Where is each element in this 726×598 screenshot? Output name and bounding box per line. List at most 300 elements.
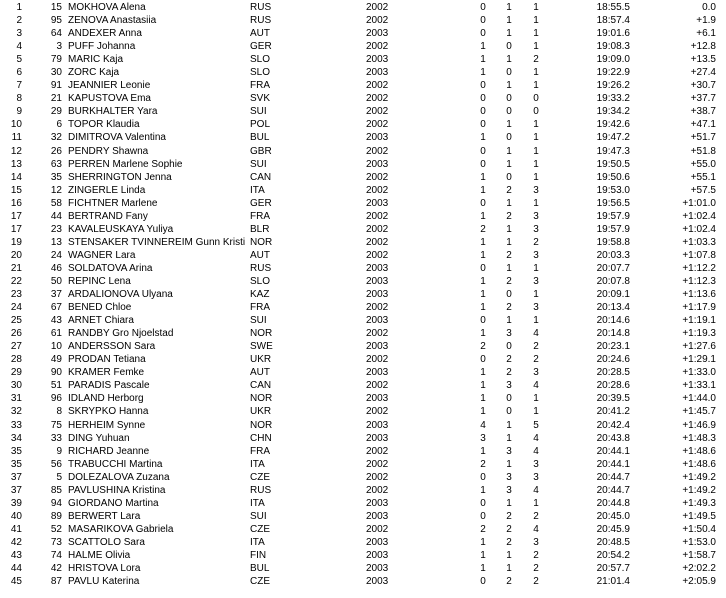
birth-year-cell: 2003: [366, 67, 389, 79]
nation-cell: SWE: [250, 341, 273, 353]
result-time-cell: 19:01.6: [596, 28, 630, 40]
athlete-name-cell: KAVALEUSKAYA Yuliya: [68, 223, 174, 235]
penalty-prone-cell: 1: [480, 406, 486, 418]
penalty-prone-cell: 3: [480, 432, 486, 444]
time-behind-cell: +12.8: [690, 41, 716, 53]
rank-cell: 28: [10, 354, 22, 366]
table-row: [0, 497, 726, 510]
rank-cell: 1: [16, 2, 22, 13]
penalty-prone-cell: 0: [480, 80, 486, 92]
table-row: [0, 549, 726, 562]
nation-cell: CAN: [250, 171, 272, 183]
table-row: [0, 1, 726, 14]
result-time-cell: 20:44.8: [596, 497, 630, 509]
result-time-cell: 20:44.7: [596, 484, 630, 496]
penalty-total-cell: 3: [533, 275, 539, 287]
table-row: [0, 210, 726, 223]
athlete-name-cell: HRISTOVA Lora: [68, 563, 141, 575]
table-row: [0, 536, 726, 549]
penalty-total-cell: 1: [533, 262, 539, 274]
penalty-total-cell: 4: [533, 432, 539, 444]
rank-cell: 12: [10, 145, 22, 157]
penalty-prone-cell: 1: [480, 41, 486, 53]
penalty-standing-cell: 3: [506, 328, 512, 340]
result-time-cell: 20:39.5: [596, 393, 630, 405]
penalty-prone-cell: 1: [480, 289, 486, 301]
time-behind-cell: +1:33.1: [682, 380, 716, 392]
nation-cell: SUI: [250, 106, 267, 118]
table-row: [0, 223, 726, 236]
time-behind-cell: +1:49.2: [682, 484, 716, 496]
nation-cell: CZE: [250, 523, 270, 535]
penalty-total-cell: 1: [533, 2, 539, 13]
time-behind-cell: +1:44.0: [682, 393, 716, 405]
penalty-total-cell: 1: [533, 393, 539, 405]
rank-cell: 10: [10, 119, 22, 131]
penalty-total-cell: 2: [533, 236, 539, 248]
result-time-cell: 20:41.2: [596, 406, 630, 418]
table-row: [0, 314, 726, 327]
birth-year-cell: 2003: [366, 549, 389, 561]
time-behind-cell: +51.7: [690, 132, 716, 144]
birth-year-cell: 2003: [366, 576, 389, 588]
results-table: [0, 1, 726, 588]
bib-cell: 10: [50, 341, 62, 353]
penalty-prone-cell: 1: [480, 393, 486, 405]
birth-year-cell: 2002: [366, 380, 389, 392]
nation-cell: NOR: [250, 328, 273, 340]
time-behind-cell: +1:17.9: [682, 302, 716, 314]
athlete-name-cell: SHERRINGTON Jenna: [68, 171, 172, 183]
rank-cell: 25: [10, 315, 22, 327]
rank-cell: 13: [10, 158, 22, 170]
athlete-name-cell: BENED Chloe: [68, 302, 132, 314]
bib-cell: 8: [56, 406, 62, 418]
result-time-cell: 20:23.1: [596, 341, 630, 353]
penalty-total-cell: 1: [533, 197, 539, 209]
result-time-cell: 20:57.7: [596, 563, 630, 575]
result-time-cell: 19:08.3: [596, 41, 630, 53]
birth-year-cell: 2002: [366, 445, 389, 457]
penalty-total-cell: 1: [533, 67, 539, 79]
result-time-cell: 20:43.8: [596, 432, 630, 444]
bib-cell: 90: [50, 367, 62, 379]
nation-cell: ITA: [250, 536, 265, 548]
birth-year-cell: 2002: [366, 354, 389, 366]
penalty-total-cell: 1: [533, 28, 539, 40]
rank-cell: 5: [16, 54, 22, 66]
table-row: [0, 92, 726, 105]
penalty-prone-cell: 1: [480, 367, 486, 379]
penalty-prone-cell: 1: [480, 236, 486, 248]
penalty-standing-cell: 1: [506, 262, 512, 274]
nation-cell: RUS: [250, 2, 272, 13]
nation-cell: RUS: [250, 262, 272, 274]
rank-cell: 22: [10, 275, 22, 287]
penalty-total-cell: 1: [533, 289, 539, 301]
penalty-prone-cell: 0: [480, 93, 486, 105]
table-row: [0, 353, 726, 366]
penalty-total-cell: 1: [533, 119, 539, 131]
penalty-prone-cell: 0: [480, 119, 486, 131]
table-row: [0, 53, 726, 66]
time-behind-cell: +1:33.0: [682, 367, 716, 379]
nation-cell: CAN: [250, 380, 272, 392]
bib-cell: 96: [50, 393, 62, 405]
bib-cell: 12: [50, 184, 62, 196]
penalty-prone-cell: 0: [480, 106, 486, 118]
table-row: [0, 301, 726, 314]
penalty-standing-cell: 0: [506, 132, 512, 144]
nation-cell: NOR: [250, 236, 273, 248]
result-time-cell: 20:44.7: [596, 471, 630, 483]
athlete-name-cell: HALME Olivia: [68, 549, 131, 561]
athlete-name-cell: ZINGERLE Linda: [68, 184, 146, 196]
penalty-standing-cell: 2: [506, 510, 512, 522]
penalty-prone-cell: 4: [480, 419, 486, 431]
time-behind-cell: +37.7: [690, 93, 716, 105]
time-behind-cell: +1:12.3: [682, 275, 716, 287]
nation-cell: SLO: [250, 275, 271, 287]
bib-cell: 56: [50, 458, 62, 470]
athlete-name-cell: PARADIS Pascale: [68, 380, 150, 392]
table-row: [0, 145, 726, 158]
penalty-total-cell: 2: [533, 549, 539, 561]
bib-cell: 30: [50, 67, 62, 79]
penalty-total-cell: 4: [533, 484, 539, 496]
nation-cell: NOR: [250, 393, 273, 405]
rank-cell: 15: [10, 184, 22, 196]
penalty-standing-cell: 2: [506, 210, 512, 222]
bib-cell: 85: [50, 484, 62, 496]
rank-cell: 35: [10, 458, 22, 470]
penalty-total-cell: 3: [533, 210, 539, 222]
table-row: [0, 510, 726, 523]
table-row: [0, 523, 726, 536]
penalty-prone-cell: 0: [480, 262, 486, 274]
birth-year-cell: 2002: [366, 80, 389, 92]
penalty-total-cell: 3: [533, 302, 539, 314]
nation-cell: UKR: [250, 406, 272, 418]
time-behind-cell: +1:49.5: [682, 510, 716, 522]
penalty-standing-cell: 0: [506, 106, 512, 118]
result-time-cell: 20:54.2: [596, 549, 630, 561]
athlete-name-cell: PRODAN Tetiana: [68, 354, 146, 366]
result-time-cell: 19:22.9: [596, 67, 630, 79]
time-behind-cell: +1:49.3: [682, 497, 716, 509]
penalty-prone-cell: 1: [480, 445, 486, 457]
penalty-standing-cell: 2: [506, 184, 512, 196]
time-behind-cell: +1:13.6: [682, 289, 716, 301]
result-time-cell: 20:13.4: [596, 302, 630, 314]
nation-cell: BLR: [250, 223, 270, 235]
birth-year-cell: 2003: [366, 510, 389, 522]
nation-cell: FRA: [250, 302, 270, 314]
penalty-prone-cell: 0: [480, 158, 486, 170]
athlete-name-cell: TOPOR Klaudia: [68, 119, 140, 131]
penalty-standing-cell: 2: [506, 354, 512, 366]
athlete-name-cell: PENDRY Shawna: [68, 145, 149, 157]
bib-cell: 37: [50, 289, 62, 301]
rank-cell: 17: [10, 223, 22, 235]
bib-cell: 61: [50, 328, 62, 340]
athlete-name-cell: SKRYPKO Hanna: [68, 406, 149, 418]
bib-cell: 13: [50, 236, 62, 248]
penalty-total-cell: 0: [533, 93, 539, 105]
birth-year-cell: 2002: [366, 406, 389, 418]
penalty-prone-cell: 1: [480, 563, 486, 575]
penalty-prone-cell: 0: [480, 2, 486, 13]
athlete-name-cell: MARIC Kaja: [68, 54, 124, 66]
penalty-total-cell: 2: [533, 354, 539, 366]
rank-cell: 9: [16, 106, 22, 118]
bib-cell: 91: [50, 80, 62, 92]
penalty-total-cell: 1: [533, 15, 539, 27]
result-time-cell: 19:57.9: [596, 223, 630, 235]
table-row: [0, 458, 726, 471]
nation-cell: BUL: [250, 132, 270, 144]
nation-cell: FRA: [250, 445, 270, 457]
penalty-standing-cell: 1: [506, 54, 512, 66]
time-behind-cell: +1:46.9: [682, 419, 716, 431]
penalty-standing-cell: 2: [506, 302, 512, 314]
result-time-cell: 18:55.5: [596, 2, 630, 13]
penalty-total-cell: 4: [533, 445, 539, 457]
nation-cell: ITA: [250, 458, 265, 470]
athlete-name-cell: BERTRAND Fany: [68, 210, 148, 222]
time-behind-cell: +1:45.7: [682, 406, 716, 418]
rank-cell: 16: [10, 197, 22, 209]
time-behind-cell: +2:05.9: [682, 576, 716, 588]
rank-cell: 17: [10, 210, 22, 222]
bib-cell: 15: [50, 2, 62, 13]
penalty-standing-cell: 2: [506, 576, 512, 588]
birth-year-cell: 2003: [366, 497, 389, 509]
table-row: [0, 327, 726, 340]
athlete-name-cell: PUFF Johanna: [68, 41, 136, 53]
penalty-total-cell: 1: [533, 315, 539, 327]
nation-cell: SUI: [250, 510, 267, 522]
bib-cell: 26: [50, 145, 62, 157]
penalty-prone-cell: 1: [480, 536, 486, 548]
rank-cell: 40: [10, 510, 22, 522]
penalty-standing-cell: 0: [506, 406, 512, 418]
penalty-prone-cell: 2: [480, 341, 486, 353]
penalty-standing-cell: 0: [506, 67, 512, 79]
penalty-standing-cell: 1: [506, 28, 512, 40]
athlete-name-cell: RANDBY Gro Njoelstad: [68, 328, 174, 340]
time-behind-cell: +6.1: [696, 28, 716, 40]
birth-year-cell: 2002: [366, 106, 389, 118]
penalty-prone-cell: 0: [480, 15, 486, 27]
bib-cell: 24: [50, 249, 62, 261]
table-row: [0, 184, 726, 197]
rank-cell: 44: [10, 563, 22, 575]
table-row: [0, 575, 726, 588]
table-row: [0, 105, 726, 118]
penalty-standing-cell: 1: [506, 197, 512, 209]
time-behind-cell: +51.8: [690, 145, 716, 157]
penalty-prone-cell: 1: [480, 275, 486, 287]
table-row: [0, 27, 726, 40]
penalty-total-cell: 1: [533, 171, 539, 183]
athlete-name-cell: ANDERSSON Sara: [68, 341, 156, 353]
penalty-total-cell: 3: [533, 367, 539, 379]
nation-cell: FRA: [250, 80, 270, 92]
birth-year-cell: 2003: [366, 54, 389, 66]
bib-cell: 21: [50, 93, 62, 105]
penalty-total-cell: 4: [533, 380, 539, 392]
athlete-name-cell: DING Yuhuan: [68, 432, 130, 444]
bib-cell: 33: [50, 432, 62, 444]
penalty-standing-cell: 2: [506, 536, 512, 548]
penalty-prone-cell: 0: [480, 145, 486, 157]
result-time-cell: 19:53.0: [596, 184, 630, 196]
nation-cell: AUT: [250, 28, 270, 40]
penalty-prone-cell: 1: [480, 484, 486, 496]
time-behind-cell: +1:07.8: [682, 249, 716, 261]
nation-cell: ITA: [250, 497, 265, 509]
birth-year-cell: 2002: [366, 41, 389, 53]
birth-year-cell: 2002: [366, 210, 389, 222]
penalty-standing-cell: 1: [506, 145, 512, 157]
bib-cell: 58: [50, 197, 62, 209]
nation-cell: CZE: [250, 471, 270, 483]
table-row: [0, 197, 726, 210]
time-behind-cell: +1:53.0: [682, 536, 716, 548]
bib-cell: 6: [56, 119, 62, 131]
nation-cell: ITA: [250, 184, 265, 196]
nation-cell: CZE: [250, 576, 270, 588]
penalty-prone-cell: 0: [480, 28, 486, 40]
rank-cell: 32: [10, 406, 22, 418]
penalty-prone-cell: 1: [480, 67, 486, 79]
rank-cell: 37: [10, 484, 22, 496]
penalty-standing-cell: 3: [506, 445, 512, 457]
penalty-total-cell: 3: [533, 184, 539, 196]
bib-cell: 94: [50, 497, 62, 509]
birth-year-cell: 2003: [366, 563, 389, 575]
penalty-prone-cell: 1: [480, 54, 486, 66]
penalty-prone-cell: 0: [480, 315, 486, 327]
bib-cell: 64: [50, 28, 62, 40]
result-time-cell: 19:58.8: [596, 236, 630, 248]
time-behind-cell: +1:49.2: [682, 471, 716, 483]
penalty-standing-cell: 1: [506, 15, 512, 27]
table-row: [0, 40, 726, 53]
penalty-prone-cell: 0: [480, 510, 486, 522]
penalty-standing-cell: 1: [506, 563, 512, 575]
birth-year-cell: 2003: [366, 432, 389, 444]
nation-cell: AUT: [250, 367, 270, 379]
penalty-total-cell: 4: [533, 328, 539, 340]
nation-cell: NOR: [250, 419, 273, 431]
table-row: [0, 79, 726, 92]
table-row: [0, 432, 726, 445]
penalty-total-cell: 2: [533, 510, 539, 522]
birth-year-cell: 2003: [366, 197, 389, 209]
penalty-total-cell: 1: [533, 145, 539, 157]
penalty-standing-cell: 0: [506, 393, 512, 405]
rank-cell: 20: [10, 249, 22, 261]
rank-cell: 29: [10, 367, 22, 379]
nation-cell: UKR: [250, 354, 272, 366]
birth-year-cell: 2002: [366, 171, 389, 183]
result-time-cell: 20:24.6: [596, 354, 630, 366]
rank-cell: 11: [11, 132, 22, 144]
penalty-standing-cell: 1: [506, 80, 512, 92]
athlete-name-cell: MOKHOVA Alena: [68, 2, 146, 13]
bib-cell: 42: [50, 563, 62, 575]
penalty-standing-cell: 2: [506, 275, 512, 287]
bib-cell: 63: [50, 158, 62, 170]
athlete-name-cell: KRAMER Femke: [68, 367, 145, 379]
penalty-standing-cell: 1: [506, 458, 512, 470]
penalty-standing-cell: 2: [506, 367, 512, 379]
nation-cell: POL: [250, 119, 271, 131]
result-time-cell: 19:50.6: [596, 171, 630, 183]
nation-cell: BUL: [250, 563, 270, 575]
penalty-standing-cell: 0: [506, 341, 512, 353]
table-row: [0, 131, 726, 144]
athlete-name-cell: KAPUSTOVA Ema: [68, 93, 151, 105]
penalty-prone-cell: 1: [480, 132, 486, 144]
time-behind-cell: +1:58.7: [682, 549, 716, 561]
table-row: [0, 158, 726, 171]
athlete-name-cell: PAVLU Katerina: [68, 576, 140, 588]
penalty-total-cell: 3: [533, 458, 539, 470]
bib-cell: 49: [50, 354, 62, 366]
rank-cell: 30: [10, 380, 22, 392]
birth-year-cell: 2003: [366, 132, 389, 144]
athlete-name-cell: STENSAKER TVINNEREIM Gunn Kristi: [68, 236, 245, 248]
penalty-standing-cell: 1: [506, 315, 512, 327]
penalty-standing-cell: 1: [506, 419, 512, 431]
penalty-prone-cell: 2: [480, 523, 486, 535]
time-behind-cell: +1:02.4: [682, 223, 716, 235]
penalty-standing-cell: 3: [506, 484, 512, 496]
athlete-name-cell: ANDEXER Anna: [68, 28, 142, 40]
table-row: [0, 445, 726, 458]
penalty-standing-cell: 3: [506, 380, 512, 392]
athlete-name-cell: BURKHALTER Yara: [68, 106, 158, 118]
bib-cell: 87: [50, 576, 62, 588]
penalty-total-cell: 1: [533, 406, 539, 418]
time-behind-cell: +1:03.3: [682, 236, 716, 248]
penalty-standing-cell: 0: [506, 171, 512, 183]
athlete-name-cell: FICHTNER Marlene: [68, 197, 158, 209]
result-time-cell: 19:09.0: [596, 54, 630, 66]
bib-cell: 35: [50, 171, 62, 183]
athlete-name-cell: ZENOVA Anastasiia: [68, 15, 157, 27]
athlete-name-cell: MASARIKOVA Gabriela: [68, 523, 174, 535]
time-behind-cell: +1:50.4: [682, 523, 716, 535]
penalty-standing-cell: 1: [506, 2, 512, 13]
bib-cell: 3: [56, 41, 62, 53]
birth-year-cell: 2003: [366, 315, 389, 327]
birth-year-cell: 2003: [366, 341, 389, 353]
rank-cell: 37: [10, 471, 22, 483]
time-behind-cell: +1:01.0: [682, 197, 716, 209]
birth-year-cell: 2002: [366, 236, 389, 248]
nation-cell: FIN: [250, 549, 267, 561]
result-time-cell: 20:07.8: [596, 275, 630, 287]
result-time-cell: 20:03.3: [596, 249, 630, 261]
penalty-standing-cell: 1: [506, 158, 512, 170]
time-behind-cell: +1:29.1: [682, 354, 716, 366]
nation-cell: SUI: [250, 158, 267, 170]
birth-year-cell: 2002: [366, 484, 389, 496]
